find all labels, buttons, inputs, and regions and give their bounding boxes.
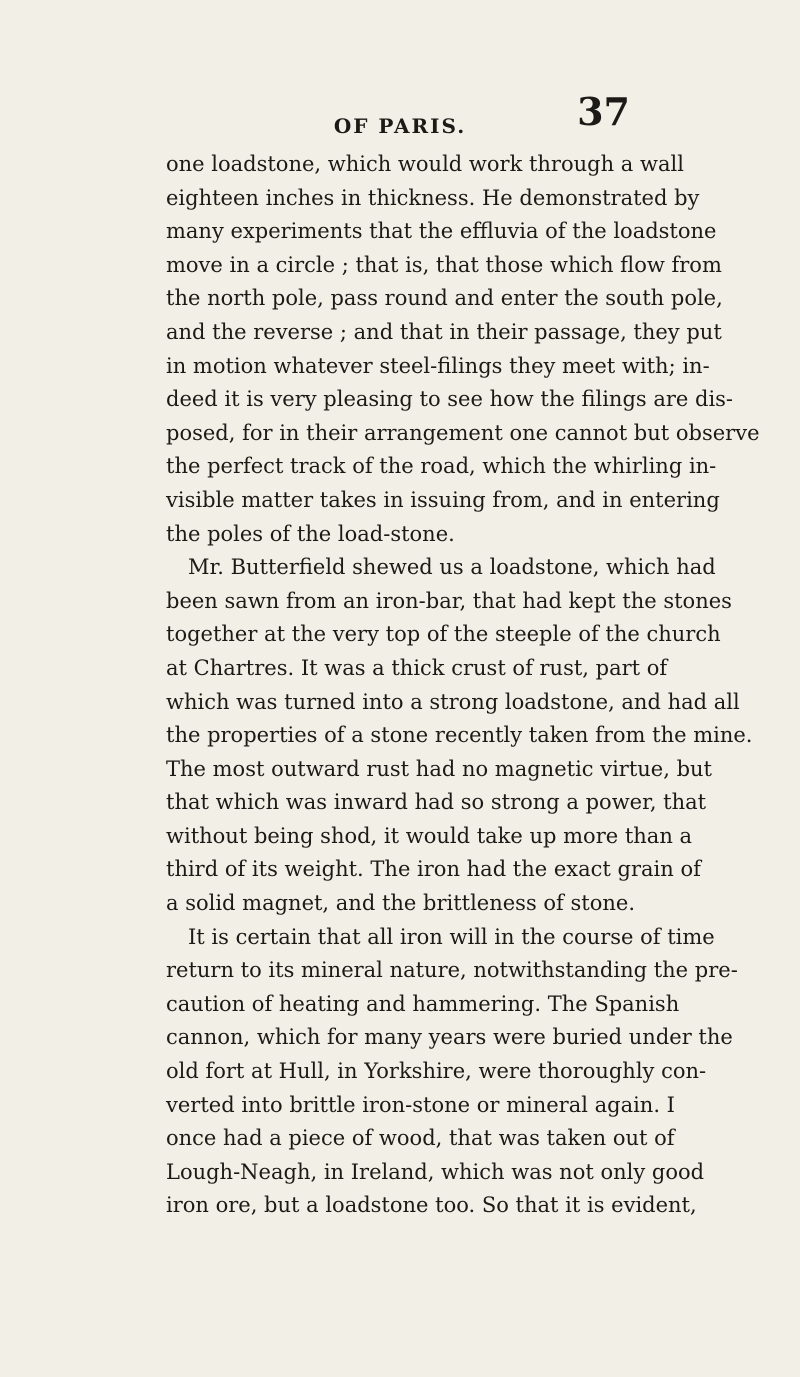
body-text [166, 148, 760, 1223]
text-line: cannon, which for many years were buried under the [166, 1025, 733, 1050]
text-line: many experiments that the effluvia of the loadstone [166, 219, 717, 244]
text-line: the properties of a stone recently taken from the mine. [166, 723, 753, 748]
text-line: which was turned into a strong loadstone, and had all [166, 689, 740, 714]
text-line: without being shod, it would take up more than a [166, 823, 693, 848]
text-line: been sawn from an iron-bar, that had kept the stones [166, 588, 732, 613]
text-line: eighteen inches in thickness. He demonstrated by [166, 185, 700, 210]
text-line: the perfect track of the road, which the whirling in- [166, 454, 717, 479]
text-line: visible matter takes in issuing from, and in entering [166, 487, 720, 512]
paragraph-1 [166, 148, 760, 551]
paragraph-3 [166, 921, 738, 1223]
text-line: and the reverse ; and that in their passage, they put [166, 319, 722, 344]
text-line: one loadstone, which would work through a wall [166, 152, 684, 176]
text-line: Lough-Neagh, in Ireland, which was not only good [166, 1159, 705, 1184]
text-line: old fort at Hull, in Yorkshire, were thoroughly con- [166, 1059, 707, 1084]
page-number: 37 [577, 89, 630, 134]
text-line: in motion whatever steel-filings they meet with; in- [166, 353, 710, 378]
page-header [0, 89, 800, 138]
paragraph-2 [166, 551, 753, 921]
text-line: return to its mineral nature, notwithstanding the pre- [166, 958, 738, 983]
text-line: verted into brittle iron-stone or mineral again. I [166, 1092, 675, 1117]
text-line: the north pole, pass round and enter the south pole, [166, 286, 723, 311]
text-line: third of its weight. The iron had the exact grain of [166, 857, 701, 882]
text-line: together at the very top of the steeple of the church [166, 622, 721, 647]
text-line: at Chartres. It was a thick crust of rust, part of [166, 655, 668, 680]
text-line: iron ore, but a loadstone too. So that it is evident, [166, 1193, 697, 1218]
text-line: The most outward rust had no magnetic virtue, but [166, 756, 712, 781]
text-line: once had a piece of wood, that was taken out of [166, 1126, 675, 1151]
text-line: move in a circle ; that is, that those which flow from [166, 252, 722, 277]
text-line: a solid magnet, and the brittleness of stone. [166, 891, 635, 916]
text-line: It is certain that all iron will in the course of time [188, 924, 715, 949]
text-line: that which was inward had so strong a power, that [166, 790, 707, 815]
text-line: Mr. Butterfield shewed us a loadstone, which had [188, 555, 716, 580]
text-line: posed, for in their arrangement one cannot but observe [166, 420, 760, 445]
running-head: OF PARIS. [333, 114, 467, 138]
text-line: caution of heating and hammering. The Spanish [166, 991, 680, 1016]
text-line: deed it is very pleasing to see how the filings are dis- [166, 387, 734, 412]
text-line: the poles of the load-stone. [166, 521, 455, 546]
